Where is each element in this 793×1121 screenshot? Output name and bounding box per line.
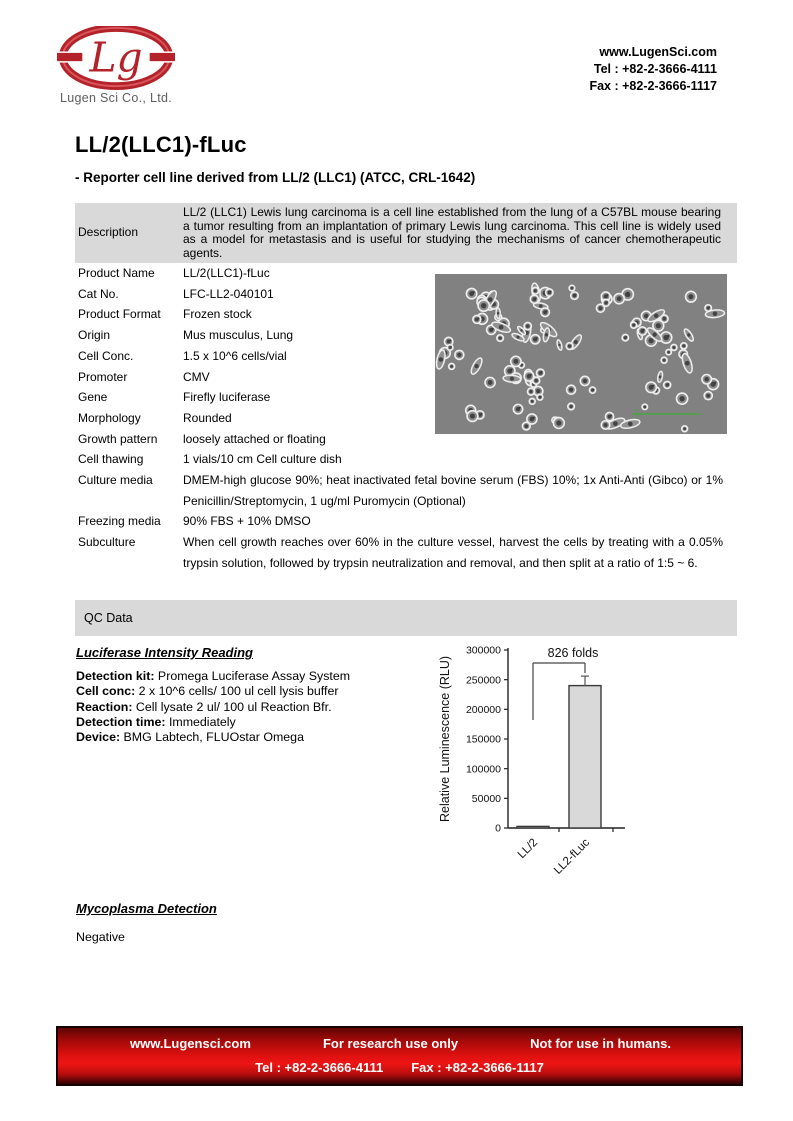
detail-label: Cell conc: <box>76 684 136 699</box>
mycoplasma-result: Negative <box>76 930 125 944</box>
footer-line-2 <box>58 1060 741 1075</box>
header-website: www.LugenSci.com <box>599 45 717 59</box>
header-tel: Tel : +82-2-3666-4111 <box>593 62 717 76</box>
detail-line: Reaction: Cell lysate 2 ul/ 100 ul Reaction Bfr. <box>76 699 332 714</box>
detail-label: Detection kit: <box>76 669 155 683</box>
svg-text:150000: 150000 <box>465 733 501 746</box>
row-label: Promoter <box>78 369 128 384</box>
table-row <box>75 532 737 573</box>
svg-text:300000: 300000 <box>465 644 501 657</box>
company-logo <box>54 26 178 105</box>
row-value: loosely attached or floating <box>183 431 326 446</box>
logo-monogram: Lg <box>89 33 143 82</box>
cell-micrograph-image <box>435 274 727 434</box>
header-contact-block <box>589 44 717 95</box>
row-value: Firefly luciferase <box>183 390 271 405</box>
detail-line: Detection kit: Promega Luciferase Assay System <box>76 669 351 683</box>
table-row <box>75 203 737 263</box>
footer-research-notice: For research use only <box>322 1036 459 1051</box>
row-value: CMV <box>183 369 210 384</box>
page-title: LL/2(LLC1)-fLuc <box>75 132 247 157</box>
detail-line: Cell conc: 2 x 10^6 cells/ 100 ul cell lysis buffer <box>76 684 339 699</box>
row-value: LL/2 (LLC1) Lewis lung carcinoma is a cell line established from the lung of a C57BL mouse bearing a tumor resulting from an implantation of primary Lewis lung carcinoma. This cell line is widely used as a model for metastasis and is useful for studying the mechanisms of cancer chemotherapeutic agents. <box>183 205 721 260</box>
luminescence-bar-chart <box>435 640 671 902</box>
row-label: Freezing media <box>78 514 161 529</box>
row-value: Frozen stock <box>183 307 252 322</box>
row-label: Description <box>78 225 139 240</box>
row-label: Cell thawing <box>78 452 144 467</box>
footer-website: www.Lugensci.com <box>130 1036 251 1051</box>
row-value: Mus musculus, Lung <box>183 328 294 343</box>
row-value: DMEM-high glucose 90%; heat inactivated fetal bovine serum (FBS) 10%; 1x Anti-Anti (Gibco) or 1% Penicillin/Streptomycin, 1 ug/ml Puromycin (Optional) <box>183 473 723 508</box>
svg-text:Relative Luminescence (RLU): Relative Luminescence (RLU) <box>438 655 452 823</box>
footer-fax: Fax : +82-2-3666-1117 <box>411 1060 544 1075</box>
row-value: 90% FBS + 10% DMSO <box>183 514 311 529</box>
lugen-logo-icon <box>57 26 175 90</box>
footer-tel: Tel : +82-2-3666-4111 <box>255 1060 384 1075</box>
qc-section-header <box>75 600 737 636</box>
row-label: Gene <box>78 390 108 405</box>
row-label: Culture media <box>78 473 153 488</box>
row-label: Subculture <box>78 535 136 550</box>
row-value: When cell growth reaches over 60% in the culture vessel, harvest the cells by treating with a 0.05% trypsin solution, followed by trypsin neutralization and removal, and then split at a ratio of 1:5 ~ 6. <box>183 535 723 570</box>
luciferase-heading: Luciferase Intensity Reading <box>76 645 253 660</box>
company-name: Lugen Sci Co., Ltd. <box>59 91 173 105</box>
detail-label: Detection time: <box>76 714 166 729</box>
page-subtitle: - Reporter cell line derived from LL/2 (LLC1) (ATCC, CRL-1642) <box>75 170 476 185</box>
svg-text:50000: 50000 <box>471 793 501 806</box>
detail-label: Reaction: <box>76 699 133 714</box>
row-value: LFC-LL2-040101 <box>183 286 274 301</box>
svg-text:LL/2: LL/2 <box>515 836 541 861</box>
svg-text:826 folds: 826 folds <box>547 646 599 660</box>
svg-text:250000: 250000 <box>465 674 501 687</box>
table-row <box>75 470 737 511</box>
svg-text:100000: 100000 <box>465 763 501 776</box>
detail-label: Device: <box>76 730 121 745</box>
row-label: Cell Conc. <box>78 348 134 363</box>
table-row <box>75 449 737 470</box>
row-label: Product Format <box>78 307 161 322</box>
footer-banner <box>56 1026 743 1086</box>
row-label: Origin <box>78 328 111 343</box>
row-label: Growth pattern <box>78 431 158 446</box>
row-value: LL/2(LLC1)-fLuc <box>183 266 270 280</box>
svg-text:0: 0 <box>495 822 501 835</box>
luciferase-details <box>76 669 350 745</box>
row-value: 1.5 x 10^6 cells/vial <box>183 348 287 363</box>
footer-line-1 <box>58 1028 741 1051</box>
mycoplasma-heading: Mycoplasma Detection <box>76 901 217 916</box>
row-value: Rounded <box>183 410 232 425</box>
row-label: Morphology <box>78 410 141 425</box>
header-fax: Fax : +82-2-3666-1117 <box>589 79 717 93</box>
detail-line: Device: BMG Labtech, FLUOstar Omega <box>76 730 304 745</box>
row-value: 1 vials/10 cm Cell culture dish <box>183 452 342 467</box>
svg-text:LL2-fLuc: LL2-fLuc <box>551 836 593 877</box>
svg-text:200000: 200000 <box>465 704 501 717</box>
table-row <box>75 511 737 532</box>
qc-section-title: QC Data <box>84 611 133 625</box>
row-label: Product Name <box>78 266 155 280</box>
detail-line: Detection time: Immediately <box>76 714 236 729</box>
footer-humans-notice: Not for use in humans. <box>530 1036 671 1051</box>
row-label: Cat No. <box>78 286 119 301</box>
